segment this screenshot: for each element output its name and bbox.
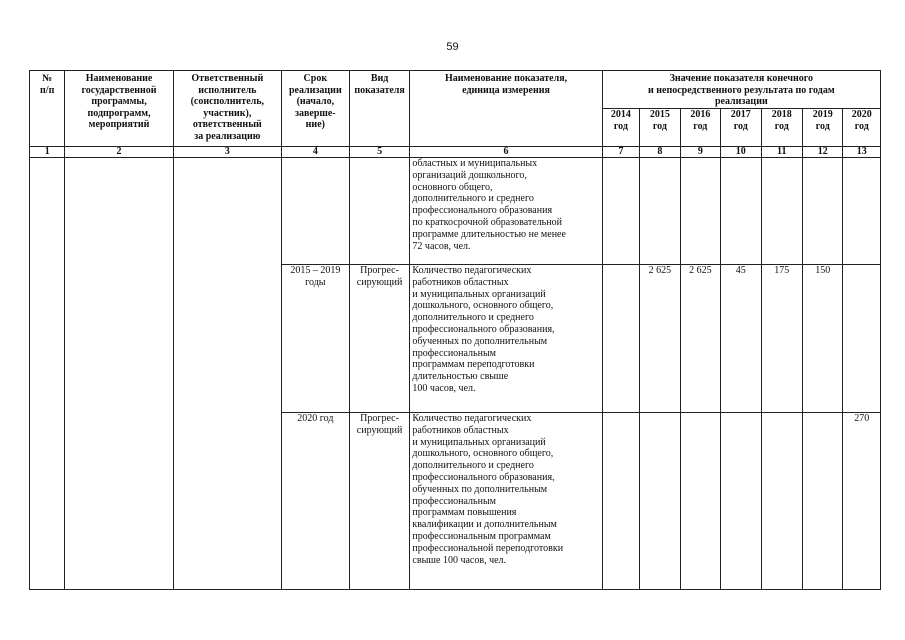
value-2020: [843, 265, 881, 413]
period-cell: 2015 – 2019 годы: [281, 265, 349, 413]
value-2014: [602, 158, 639, 265]
header-year-2019: 2019 год: [803, 109, 843, 147]
column-number: 5: [349, 147, 410, 158]
value-2019: [803, 158, 843, 265]
value-2020: [843, 158, 881, 265]
value-2014: [602, 265, 639, 413]
period-cell: 2020 год: [281, 413, 349, 590]
indicator-kind-cell: Прогрес- сирующий: [349, 413, 410, 590]
indicator-name-cell: Количество педагогических работников областных и муниципальных организаций дошкольного, основного общего, дополнительного и среднего профессионального образования, обученных по дополнительным профессиональным программам переподготовки длительностью свыше 100 часов, чел.: [410, 265, 602, 413]
header-year-2020: 2020 год: [843, 109, 881, 147]
indicator-name-cell: областных и муниципальных организаций дошкольного, основного общего, дополнительного и среднего профессионального образования по краткосрочной образовательной программе длительностью не менее 72 часов, чел.: [410, 158, 602, 265]
header-indicator-name: Наименование показателя, единица измерения: [410, 71, 602, 147]
indicator-kind-cell: [349, 158, 410, 265]
program-name-cell: [65, 158, 173, 590]
value-2016: [680, 158, 720, 265]
value-2016: [680, 413, 720, 590]
header-year-2018: 2018 год: [761, 109, 802, 147]
indicator-kind-cell: Прогрес- сирующий: [349, 265, 410, 413]
value-2017: [721, 158, 761, 265]
value-2019: 150: [803, 265, 843, 413]
responsible-cell: [173, 158, 281, 590]
value-2015: 2 625: [640, 265, 680, 413]
value-2019: [803, 413, 843, 590]
value-2018: 175: [761, 265, 802, 413]
number-cell: [30, 158, 65, 590]
value-2015: [640, 413, 680, 590]
column-number: 4: [281, 147, 349, 158]
page-number: 59: [446, 41, 459, 53]
column-number: 10: [721, 147, 761, 158]
column-number: 6: [410, 147, 602, 158]
table-row: [30, 158, 881, 265]
header-row: [30, 71, 881, 109]
column-number: 9: [680, 147, 720, 158]
header-number: № п/п: [30, 71, 65, 147]
column-number: 3: [173, 147, 281, 158]
header-year-2016: 2016 год: [680, 109, 720, 147]
value-2018: [761, 413, 802, 590]
column-number: 7: [602, 147, 639, 158]
header-indicator-kind: Вид показателя: [349, 71, 410, 147]
value-2018: [761, 158, 802, 265]
value-2017: 45: [721, 265, 761, 413]
value-2017: [721, 413, 761, 590]
value-2015: [640, 158, 680, 265]
column-number: 12: [803, 147, 843, 158]
header-year-2014: 2014 год: [602, 109, 639, 147]
column-numbers-row: [30, 147, 881, 158]
column-number: 11: [761, 147, 802, 158]
value-2014: [602, 413, 639, 590]
value-2016: 2 625: [680, 265, 720, 413]
header-year-2015: 2015 год: [640, 109, 680, 147]
indicators-table: [29, 70, 881, 590]
header-values-group: Значение показателя конечного и непосредственного результата по годам реализации: [602, 71, 880, 109]
header-year-2017: 2017 год: [721, 109, 761, 147]
column-number: 13: [843, 147, 881, 158]
indicator-name-cell: Количество педагогических работников областных и муниципальных организаций дошкольного, основного общего, дополнительного и среднего профессионального образования, обученных по дополнительным профессиональным программам повышения квалификации и дополнительным профессиональным программам профессиональной переподготовки свыше 100 часов, чел.: [410, 413, 602, 590]
column-number: 8: [640, 147, 680, 158]
value-2020: 270: [843, 413, 881, 590]
header-responsible: Ответственный исполнитель (соисполнитель, участник), ответственный за реализацию: [173, 71, 281, 147]
column-number: 2: [65, 147, 173, 158]
period-cell: [281, 158, 349, 265]
header-period: Срок реализации (начало, заверше- ние): [281, 71, 349, 147]
header-program-name: Наименование государственной программы, подпрограмм, мероприятий: [65, 71, 173, 147]
column-number: 1: [30, 147, 65, 158]
